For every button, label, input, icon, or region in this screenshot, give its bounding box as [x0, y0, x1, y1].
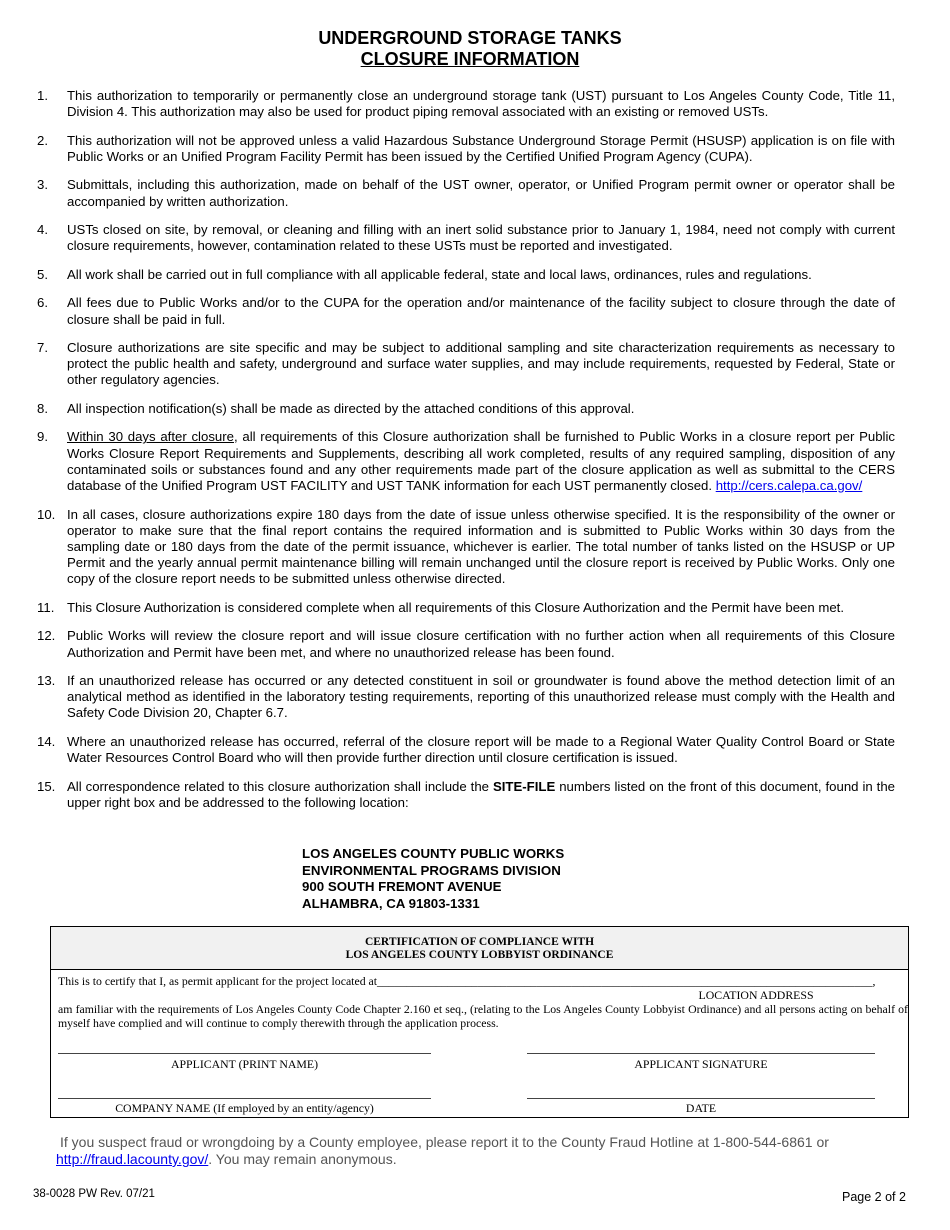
page-title [0, 28, 940, 70]
mailing-address [302, 846, 564, 912]
title-line-1: UNDERGROUND STORAGE TANKS [318, 28, 622, 48]
company-name-field[interactable] [58, 1098, 431, 1099]
underlined-phrase: Within 30 days after closure [67, 429, 234, 445]
address-line: ALHAMBRA, CA 91803-1331 [302, 895, 480, 911]
address-line: LOS ANGELES COUNTY PUBLIC WORKS [302, 846, 565, 861]
applicant-name-field[interactable] [58, 1053, 431, 1054]
closure-conditions-list [37, 88, 895, 823]
list-item: 3. Submittals, including this authorization, made on behalf of the UST owner, operator, or Unified Program permit owner or operator shall be accompanied by written authorization. [37, 177, 895, 209]
list-item: 7. Closure authorizations are site specific and may be subject to additional sampling and site characterization requirements as necessary to protect the public health and safety, underground and surface water supplies, and may include requirements, requested by Federal, State or other regulatory agencies. [37, 340, 895, 388]
applicant-signature-field[interactable] [527, 1053, 875, 1054]
list-item: 13. If an unauthorized release has occurred or any detected constituent in soil or groundwater is found above the method detection limit of an analytical method as identified in the laboratory testing requirements, reporting of this unauthorized release must comply with the Health and Safety Code Division 20, Chapter 6.7. [37, 673, 895, 721]
list-item: 11. This Closure Authorization is considered complete when all requirements of this Closure Authorization and the Permit have been met. [37, 599, 845, 615]
list-item: 1. This authorization to temporarily or permanently close an underground storage tank (UST) pursuant to Los Angeles County Code, Title 11, Division 4. This authorization may also be used for product piping removal associated with an existing or removed USTs. [37, 88, 895, 120]
company-name-label: COMPANY NAME (If employed by an entity/agency) [115, 1101, 374, 1115]
fraud-link[interactable]: http://fraud.lacounty.gov/ [56, 1151, 209, 1167]
list-item: 14. Where an unauthorized release has occurred, referral of the closure report will be made to a Regional Water Quality Control Board or State Water Resources Control Board who will then provide further direction until closure certification is issued. [37, 733, 895, 766]
applicant-name-label: APPLICANT (PRINT NAME) [170, 1057, 319, 1071]
list-item: 8. All inspection notification(s) shall be made as directed by the attached conditions of this approval. [37, 400, 635, 416]
site-file-label: SITE-FILE [492, 778, 556, 794]
date-label: DATE [685, 1101, 717, 1115]
applicant-signature-label: APPLICANT SIGNATURE [634, 1057, 768, 1071]
list-item: 5. All work shall be carried out in full compliance with all applicable federal, state and local laws, ordinances, rules and regulations. [37, 266, 812, 282]
address-line: 900 SOUTH FREMONT AVENUE [302, 879, 502, 894]
list-item: 6. All fees due to Public Works and/or to the CUPA for the operation and/or maintenance of the facility subject to closure through the date of closure shall be paid in full. [37, 295, 895, 327]
list-item: 12. Public Works will review the closure report and will issue closure certification with no further action when all requirements of this Closure Authorization and Permit have been met, and where no unauthorized release has been found. [37, 628, 895, 660]
date-field[interactable] [527, 1098, 875, 1099]
location-address-label: LOCATION ADDRESS [698, 988, 814, 1002]
address-line: ENVIRONMENTAL PROGRAMS DIVISION [302, 862, 561, 878]
page-number: Page 2 of 2 [842, 1190, 906, 1204]
form-number: 38-0028 PW Rev. 07/21 [33, 1188, 155, 1200]
cers-link[interactable]: http://cers.calepa.ca.gov/ [715, 478, 863, 494]
list-item: 4. USTs closed on site, by removal, or cleaning and filling with an inert solid substance prior to January 1, 1984, need not comply with current closure requirements, however, contamination related to these USTs must be reported and investigated. [37, 222, 895, 254]
certification-text: am familiar with the requirements of Los Angeles County Code Chapter 2.160 et seq., (relating to the Los Angeles County Lobbyist Ordinance) and all persons acting on behalf of myself have complied and will continue to comply therewith through the application process. [58, 1002, 908, 1030]
fraud-hotline-notice: If you suspect fraud or wrongdoing by a County employee, please report it to the County Fraud Hotline at 1-800-544-6861 or http://fraud.lacounty.gov/. You may remain anonymous. [56, 1134, 829, 1167]
list-item: 9. Within 30 days after closure, all requirements of this Closure authorization shall be furnished to Public Works in a closure report per Public Works Closure Report Requirements and Supplements, describing all work completed, results of any required sampling, disposition of any contaminated soils or substances found and any other requirements made part of the closure application as well as submittal to the CERS database of the Unified Program UST FACILITY and UST TANK information for each UST permanently closed. http://cers.calepa.ca.gov/ [37, 429, 895, 494]
list-item: 10. In all cases, closure authorizations expire 180 days from the date of issue unless otherwise specified. It is the responsibility of the owner or operator to make sure that the final report contains the required information and is submitted to Public Works within 30 days from the sampling date or 180 days from the date of the permit issuance, whichever is earlier. The total number of tanks listed on the HSUSP or UP Permit and the yearly annual permit maintenance billing will remain unchanged until the closure report is received by Public Works. Only one copy of the closure report needs to be submitted unless otherwise directed. [37, 506, 895, 587]
location-address-field[interactable]: This is to certify that I, as permit applicant for the project located at____________________________________________________________________________________, [58, 974, 876, 988]
lobbyist-certification-box [50, 926, 909, 1118]
title-line-2: CLOSURE INFORMATION [360, 49, 580, 69]
certification-heading: CERTIFICATION OF COMPLIANCE WITH LOS ANGELES COUNTY LOBBYIST ORDINANCE [51, 927, 908, 970]
list-item: 2. This authorization will not be approved unless a valid Hazardous Substance Underground Storage Permit (HSUSP) application is on file with Public Works or an Unified Program Facility Permit has been issued by the Certified Unified Program Agency (CUPA). [37, 132, 895, 164]
list-item: 15. All correspondence related to this closure authorization shall include the SITE-FILE numbers listed on the front of this document, found in the upper right box and be addressed to the following location: [37, 778, 896, 810]
